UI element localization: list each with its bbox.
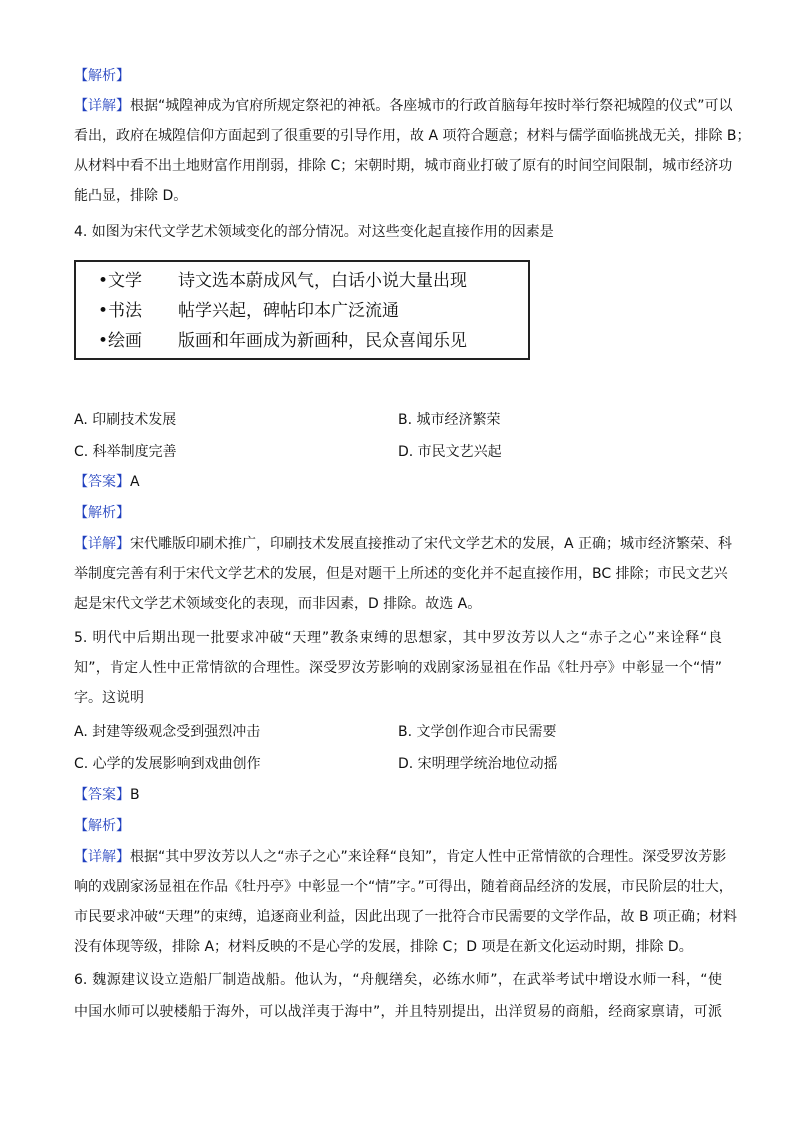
detail-paragraph-line: 从材料中看不出土地财富作用削弱，排除 C；宋朝时期，城市商业打破了原有的时间空间限制，城市经济功 bbox=[74, 158, 733, 174]
analysis-tag: 【解析】 bbox=[74, 818, 130, 834]
detail-tag: 【详解】 bbox=[74, 536, 130, 552]
analysis-tag: 【解析】 bbox=[74, 505, 130, 521]
detail-paragraph-line: 起是宋代文学艺术领域变化的表现，而非因素，D 排除。故选 A。 bbox=[74, 596, 482, 612]
option-b: B. 城市经济繁荣 bbox=[398, 412, 501, 428]
detail-text: 宋代雕版印刷术推广，印刷技术发展直接推动了宋代文学艺术的发展，A 正确；城市经济繁荣、科 bbox=[130, 536, 733, 552]
detail-paragraph-line: 看出，政府在城隍信仰方面起到了很重要的引导作用，故 A 项符合题意；材料与儒学面临挑战无关，排除 B； bbox=[74, 128, 751, 144]
detail-paragraph-line bbox=[74, 534, 733, 554]
detail-text: 根据“其中罗汝芳以人之“赤子之心”来诠释“良知”，肯定人性中正常情欲的合理性。深受罗汝芳影 bbox=[130, 849, 727, 865]
figure-table bbox=[74, 260, 530, 360]
figure-row-label: •绘画 bbox=[98, 331, 143, 351]
answer-tag: 【答案】 bbox=[74, 787, 130, 803]
option-d: D. 市民文艺兴起 bbox=[398, 444, 502, 460]
detail-tag: 【详解】 bbox=[74, 849, 130, 865]
answer-line bbox=[74, 785, 140, 805]
question-stem-line: 知”，肯定人性中正常情欲的合理性。深受罗汝芳影响的戏剧家汤显祖在作品《牡丹亭》中彰显一个“情” bbox=[74, 660, 722, 676]
option-c: C. 科举制度完善 bbox=[74, 444, 177, 460]
figure-row bbox=[98, 330, 467, 352]
detail-paragraph-line: 市民要求冲破“天理”的束缚，追逐商业利益，因此出现了一批符合市民需要的文学作品，故 B 项正确；材料 bbox=[74, 909, 738, 925]
figure-row-text: 帖学兴起，碑帖印本广泛流通 bbox=[178, 301, 399, 321]
option-b: B. 文学创作迎合市民需要 bbox=[398, 724, 557, 740]
detail-text: 根据“城隍神成为官府所规定祭祀的神祇。各座城市的行政首脑每年按时举行祭祀城隍的仪式”可以 bbox=[130, 98, 733, 114]
question-stem-line: 5. 明代中后期出现一批要求冲破“天理”教条束缚的思想家，其中罗汝芳以人之“赤子之心”来诠释“良 bbox=[74, 630, 722, 646]
figure-row-label: •书法 bbox=[98, 301, 143, 321]
question-stem-line: 6. 魏源建议设立造船厂制造战船。他认为，“舟舰缮矣，必练水师”，在武举考试中增设水师一科，“使 bbox=[74, 972, 722, 988]
analysis-tag: 【解析】 bbox=[74, 68, 130, 84]
option-d: D. 宋明理学统治地位动摇 bbox=[398, 756, 558, 772]
detail-tag: 【详解】 bbox=[74, 98, 130, 114]
answer-value: A bbox=[130, 474, 140, 490]
question-stem: 4. 如图为宋代文学艺术领域变化的部分情况。对这些变化起直接作用的因素是 bbox=[74, 224, 554, 240]
option-a: A. 封建等级观念受到强烈冲击 bbox=[74, 724, 261, 740]
figure-row-text: 诗文选本蔚成风气，白话小说大量出现 bbox=[178, 271, 467, 291]
question-stem-line: 字。这说明 bbox=[74, 690, 144, 706]
figure-row-label: •文学 bbox=[98, 271, 143, 291]
answer-line bbox=[74, 472, 140, 492]
detail-paragraph-line: 能凸显，排除 D。 bbox=[74, 188, 188, 204]
answer-value: B bbox=[130, 787, 140, 803]
detail-paragraph-line bbox=[74, 847, 727, 867]
answer-tag: 【答案】 bbox=[74, 474, 130, 490]
option-a: A. 印刷技术发展 bbox=[74, 412, 177, 428]
question-stem-line: 中国水师可以驶楼船于海外，可以战洋夷于海中”，并且特别提出，出洋贸易的商船，经商家禀请，可派 bbox=[74, 1004, 722, 1020]
figure-row-text: 版画和年画成为新画种，民众喜闻乐见 bbox=[178, 331, 467, 351]
figure-row bbox=[98, 270, 467, 292]
option-c: C. 心学的发展影响到戏曲创作 bbox=[74, 756, 261, 772]
figure-row bbox=[98, 300, 399, 322]
detail-paragraph-line: 没有体现等级，排除 A；材料反映的不是心学的发展，排除 C；D 项是在新文化运动时期，排除 D。 bbox=[74, 939, 693, 955]
detail-paragraph-line bbox=[74, 96, 733, 116]
detail-paragraph-line: 举制度完善有利于宋代文学艺术的发展，但是对题干上所述的变化并不起直接作用，BC 排除；市民文艺兴 bbox=[74, 566, 728, 582]
detail-paragraph-line: 响的戏剧家汤显祖在作品《牡丹亭》中彰显一个“情”字。”可得出，随着商品经济的发展，市民阶层的壮大， bbox=[74, 879, 733, 895]
